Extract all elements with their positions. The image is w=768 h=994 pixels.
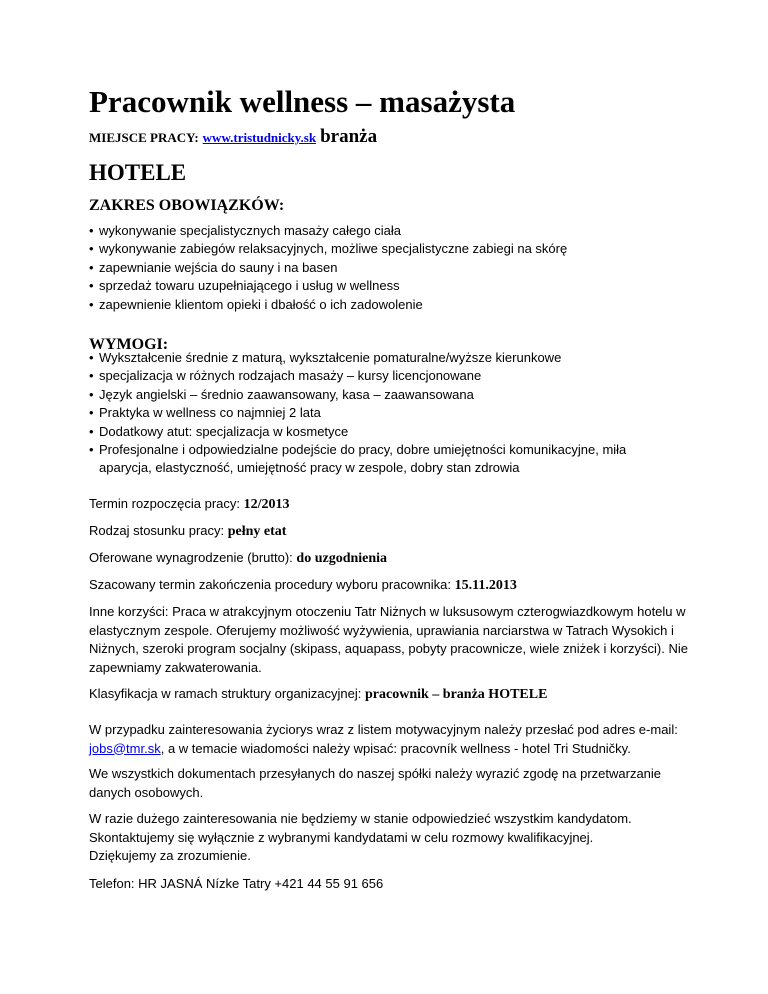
location-label: MIEJSCE PRACY: [89, 130, 199, 145]
branza-label: branża [320, 126, 378, 147]
list-item: • Język angielski – średnio zaawansowany, kasa – zaawansowana [89, 386, 689, 404]
classification-line: Klasyfikacja w ramach struktury organizacyjnej: pracownik – branża HOTELE [89, 686, 548, 702]
bullet-icon: • [89, 241, 94, 257]
page-title: Pracownik wellness – masażysta [89, 84, 516, 119]
bullet-icon: • [89, 350, 94, 365]
classification-value: pracownik – branża HOTELE [365, 687, 548, 702]
list-item: • sprzedaż towaru uzupełniającego i usług w wellness [89, 277, 689, 295]
email-link[interactable]: jobs@tmr.sk [89, 740, 161, 756]
benefits-paragraph: Inne korzyści: Praca w atrakcyjnym otoczeniu Tatr Niżnych w luksusowym czterogwiazdkowym hotelu w elastycznym zespole. Oferujemy możliwość wyżywienia, uprawiania narciarstwa w Tatrach Wysokich i Niżnych, szeroki program socjalny (skipass, aquapass, pobyty pracownicze, wiele zniżek i korzyści). Nie zapewniamy zakwaterowania. [89, 604, 688, 675]
location-line [89, 126, 377, 149]
bullet-icon: • [89, 259, 94, 275]
apply-paragraph: W przypadku zainteresowania życiorys wraz z listem motywacyjnym należy przesłać pod adres e-mail: jobs@tmr.sk, a w temacie wiadomości należy wpisać: pracovník wellness - hotel Tri Studničky. [89, 722, 678, 756]
start-date-value: 12/2013 [243, 497, 290, 512]
bullet-icon: • [89, 278, 94, 294]
consent-paragraph: We wszystkich dokumentach przesyłanych do naszej spółki należy wyrazić zgodę na przetwarzanie danych osobowych. [89, 766, 662, 800]
bullet-icon: • [89, 405, 94, 421]
deadline-line: Szacowany termin zakończenia procedury wyboru pracownika: 15.11.2013 [89, 577, 517, 593]
bullet-icon: • [89, 296, 94, 312]
salary-value: do uzgodnienia [296, 551, 388, 566]
deadline-value: 15.11.2013 [454, 578, 517, 593]
bullet-icon: • [89, 423, 94, 439]
duties-list [89, 222, 689, 314]
duties-heading: ZAKRES OBOWIĄZKÓW: [89, 197, 285, 214]
list-item: • Profesjonalne i odpowiedzialne podejście do pracy, dobre umiejętności komunikacyjne, miła aparycja, elastyczność, umiejętność pracy w zespole, dobry stan zdrowia [89, 442, 627, 476]
list-item: • wykonywanie zabiegów relaksacyjnych, możliwe specjalistyczne zabiegi na skórę [89, 240, 689, 258]
contract-type-line: Rodzaj stosunku pracy: pełny etat [89, 523, 287, 539]
list-item: • zapewnianie wejścia do sauny i na basen [89, 259, 689, 277]
contract-type-value: pełny etat [227, 524, 287, 539]
bullet-icon: • [89, 386, 94, 402]
requirements-list [89, 349, 689, 478]
list-item: • zapewnienie klientom opieki i dbałość o ich zadowolenie [89, 296, 689, 314]
list-item: • specjalizacja w różnych rodzajach masaży – kursy licencjonowane [89, 367, 689, 385]
start-date-line: Termin rozpoczęcia pracy: 12/2013 [89, 496, 290, 512]
location-link[interactable]: www.tristudnicky.sk [202, 130, 317, 145]
bullet-icon: • [89, 368, 94, 384]
salary-line: Oferowane wynagrodzenie (brutto): do uzgodnienia [89, 550, 388, 566]
notice-paragraph: W razie dużego zainteresowania nie będziemy w stanie odpowiedzieć wszystkim kandydatom. Skontaktujemy się wyłącznie z wybranymi kandydatami w celu rozmowy kwalifikacyjnej. Dziękujemy za zrozumienie. [89, 811, 632, 863]
list-item: • Praktyka w wellness co najmniej 2 lata [89, 404, 689, 422]
list-item: • Dodatkowy atut: specjalizacja w kosmetyce [89, 423, 689, 441]
requirements-heading: WYMOGI: [89, 336, 169, 353]
sector-heading: HOTELE [89, 160, 187, 185]
phone-line: Telefon: HR JASNÁ Nízke Tatry +421 44 55 91 656 [89, 876, 384, 891]
bullet-icon: • [89, 223, 94, 238]
bullet-icon: • [89, 442, 94, 458]
list-item: • Wykształcenie średnie z maturą, wykształcenie pomaturalne/wyższe kierunkowe [89, 349, 689, 367]
list-item: • wykonywanie specjalistycznych masaży całego ciała [89, 222, 689, 240]
